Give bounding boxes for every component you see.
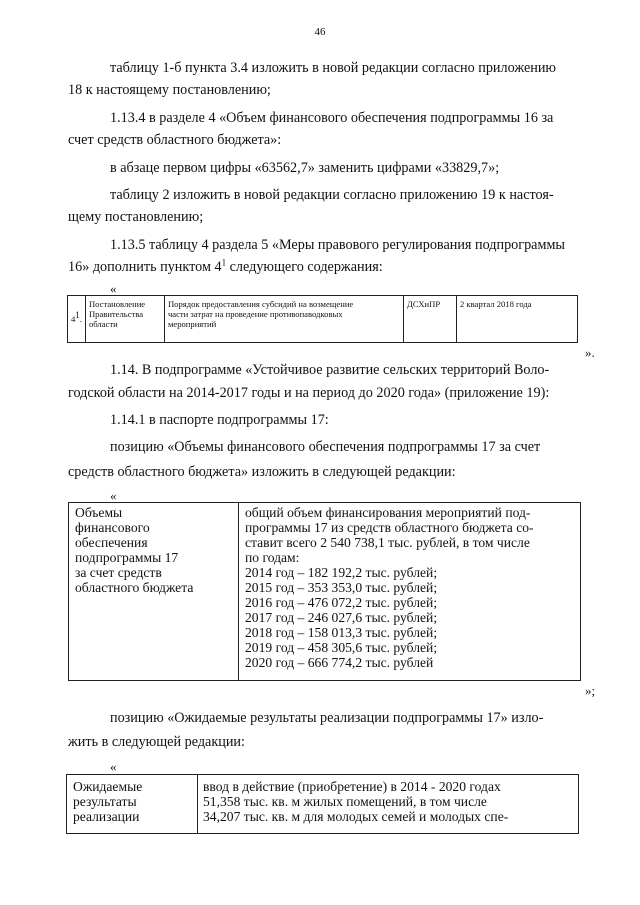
table-cell-doc-type bbox=[85, 296, 164, 343]
cell-text: подпрограммы 17 bbox=[75, 550, 179, 565]
measures-table bbox=[67, 295, 578, 343]
open-quote: « bbox=[110, 759, 117, 774]
paragraph-line bbox=[68, 258, 383, 276]
paragraph-line: 1.13.4 в разделе 4 «Объем финансового обеспечения подпрограммы 16 за bbox=[110, 110, 554, 126]
paragraph-line: годской области на 2014-2017 годы и на период до 2020 года» (приложение 19): bbox=[68, 385, 550, 401]
paragraph-text: следующего содержания: bbox=[226, 259, 383, 275]
cell-text: результаты bbox=[73, 794, 137, 809]
cell-text: части затрат на проведение противопаводковых bbox=[167, 309, 343, 319]
cell-text: 34,207 тыс. кв. м для молодых семей и молодых спе- bbox=[203, 809, 509, 824]
cell-text: Правительства bbox=[88, 309, 144, 319]
cell-text: 2018 год – 158 013,3 тыс. рублей; bbox=[245, 625, 438, 640]
cell-text: по годам: bbox=[245, 550, 300, 565]
close-quote: »; bbox=[585, 683, 596, 698]
cell-text: 2017 год – 246 027,6 тыс. рублей; bbox=[245, 610, 438, 625]
cell-text: областного бюджета bbox=[75, 580, 194, 595]
cell-text: мероприятий bbox=[167, 319, 217, 329]
cell-text: общий объем финансирования мероприятий под- bbox=[245, 505, 531, 520]
results-table bbox=[66, 774, 579, 834]
cell-text: 4 bbox=[71, 314, 76, 324]
cell-text: Порядок предоставления субсидий на возмещение bbox=[167, 299, 354, 309]
cell-text: Постановление bbox=[88, 299, 146, 309]
paragraph-line: в абзаце первом цифры «63562,7» заменить цифрами «33829,7»; bbox=[110, 160, 500, 176]
paragraph-line: 1.14. В подпрограмме «Устойчивое развитие сельских территорий Воло- bbox=[110, 362, 550, 378]
cell-text: 2015 год – 353 353,0 тыс. рублей; bbox=[245, 580, 438, 595]
open-quote: « bbox=[110, 281, 117, 296]
finance-table-value-cell bbox=[245, 505, 534, 680]
cell-text: реализации bbox=[73, 809, 140, 824]
paragraph-line: щему постановлению; bbox=[68, 209, 204, 225]
cell-text: 2016 год – 476 072,2 тыс. рублей; bbox=[245, 595, 438, 610]
paragraph-line: 1.13.5 таблицу 4 раздела 5 «Меры правового регулирования подпрограммы bbox=[110, 237, 565, 253]
superscript: 1 bbox=[75, 310, 80, 321]
paragraph-text: 16» дополнить пунктом 4 bbox=[68, 259, 222, 275]
paragraph-line: 1.14.1 в паспорте подпрограммы 17: bbox=[110, 412, 329, 428]
table-row bbox=[68, 296, 578, 343]
cell-text: финансового bbox=[75, 520, 150, 535]
results-table-value-cell bbox=[203, 779, 508, 833]
paragraph-line: позицию «Объемы финансового обеспечения подпрограммы 17 за счет bbox=[110, 439, 541, 455]
paragraph-line: средств областного бюджета» изложить в следующей редакции: bbox=[68, 464, 456, 480]
cell-text: 51,358 тыс. кв. м жилых помещений, в том числе bbox=[203, 794, 487, 809]
close-quote: ». bbox=[585, 345, 595, 360]
cell-text: ввод в действие (приобретение) в 2014 - 2020 годах bbox=[203, 779, 501, 794]
cell-text: Ожидаемые bbox=[73, 779, 143, 794]
table-cell-executor: ДСХиПР bbox=[403, 296, 456, 343]
cell-text: 2019 год – 458 305,6 тыс. рублей; bbox=[245, 640, 438, 655]
finance-table-label-cell bbox=[75, 505, 193, 680]
paragraph-line: позицию «Ожидаемые результаты реализации подпрограммы 17» изло- bbox=[110, 710, 544, 726]
table-cell-num bbox=[68, 296, 86, 343]
table-cell-deadline: 2 квартал 2018 года bbox=[456, 296, 577, 343]
paragraph-line: таблицу 1-б пункта 3.4 изложить в новой редакции согласно приложению bbox=[110, 60, 557, 76]
table-divider bbox=[197, 775, 198, 833]
cell-text: области bbox=[88, 319, 118, 329]
cell-text: . bbox=[79, 314, 82, 324]
cell-text: ставит всего 2 540 738,1 тыс. рублей, в том числе bbox=[245, 535, 530, 550]
page-number: 46 bbox=[314, 26, 326, 38]
cell-text: обеспечения bbox=[75, 535, 148, 550]
paragraph-line: жить в следующей редакции: bbox=[68, 734, 245, 750]
paragraph-line: таблицу 2 изложить в новой редакции согласно приложению 19 к настоя- bbox=[110, 187, 554, 203]
finance-table bbox=[68, 502, 581, 681]
cell-text: программы 17 из средств областного бюджета со- bbox=[245, 520, 534, 535]
paragraph-line: 18 к настоящему постановлению; bbox=[68, 82, 271, 98]
cell-text: Объемы bbox=[75, 505, 123, 520]
cell-text: 2014 год – 182 192,2 тыс. рублей; bbox=[245, 565, 438, 580]
table-cell-doc-name bbox=[164, 296, 403, 343]
open-quote: « bbox=[110, 488, 117, 503]
superscript: 1 bbox=[221, 257, 227, 268]
table-divider bbox=[238, 503, 239, 680]
cell-text: 2020 год – 666 774,2 тыс. рублей bbox=[245, 655, 434, 670]
results-table-label-cell bbox=[73, 779, 142, 833]
cell-text: за счет средств bbox=[75, 565, 162, 580]
paragraph-line: счет средств областного бюджета»: bbox=[68, 132, 282, 148]
